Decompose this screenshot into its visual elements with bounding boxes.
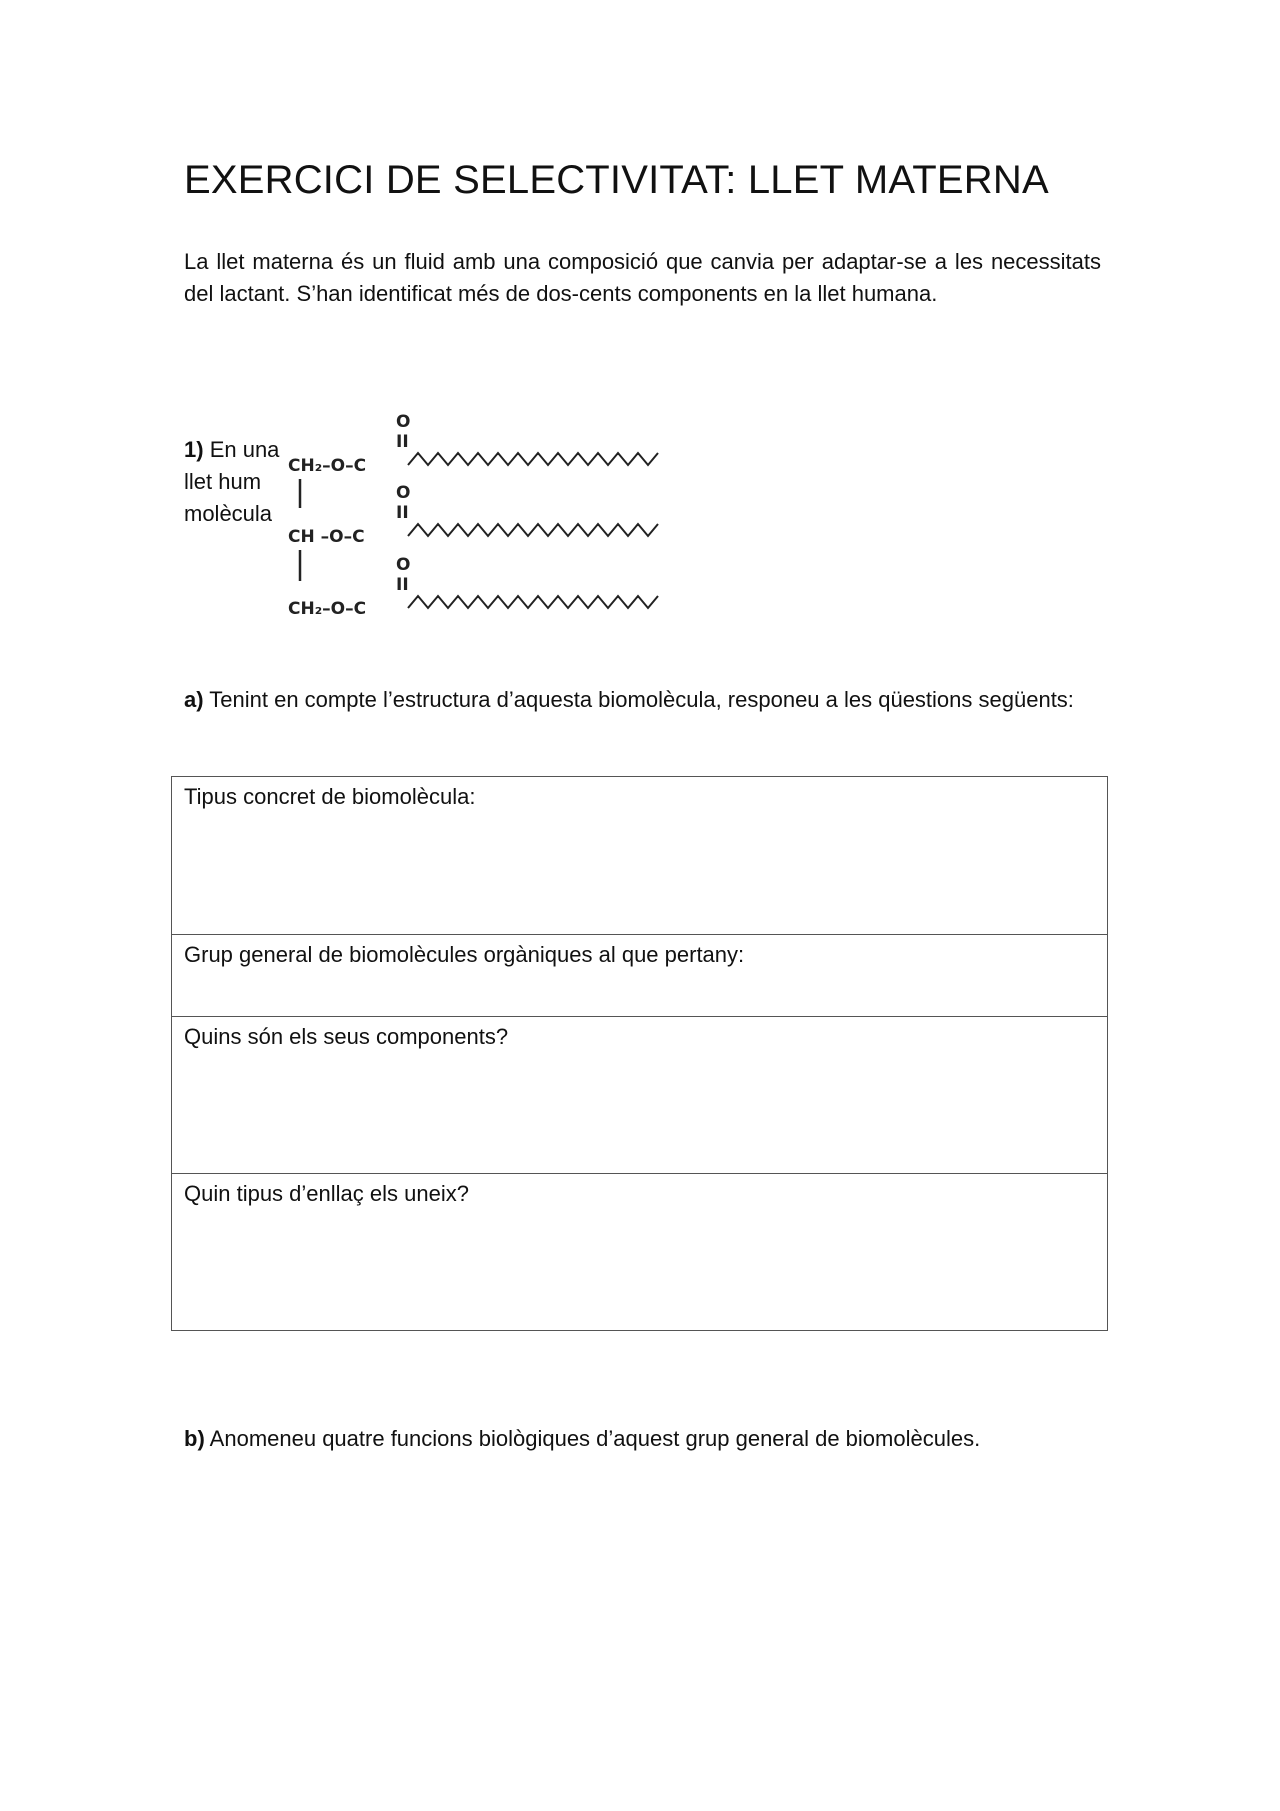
glycerol-group-2: CH –O–C [288,527,365,547]
answer-table [171,776,1108,1331]
fatty-acid-chain-2 [408,524,658,536]
question-1-line-3: molècula [184,501,273,526]
intro-paragraph: La llet materna és un fluid amb una composició que canvia per adaptar-se a les necessitats del lactant. S’han identificat més de dos-cents components en la llet humana. [184,249,1101,306]
table-row [172,1174,1108,1331]
question-a-text: Tenint en compte l’estructura d’aquesta biomolècula, responeu a les qüestions següents: [209,687,1074,712]
table-cell-general-group[interactable]: Grup general de biomolècules orgàniques al que pertany: [172,935,1108,1017]
fatty-acid-chain-1 [408,453,658,465]
carbonyl-oxygen-1: O [396,412,411,432]
table-row [172,777,1108,935]
table-row [172,1017,1108,1174]
question-1-line-1: En una [209,437,280,462]
table-cell-components[interactable]: Quins són els seus components? [172,1017,1108,1174]
double-bond-1: II [396,432,409,452]
question-b [184,1423,980,1455]
table-cell-biomolecule-type[interactable]: Tipus concret de biomolècula: [172,777,1108,935]
question-a [184,684,1101,716]
question-b-text: Anomeneu quatre funcions biològiques d’aquest grup general de biomolècules. [209,1426,981,1451]
table-cell-bond-type[interactable]: Quin tipus d’enllaç els uneix? [172,1174,1108,1331]
table-row [172,935,1108,1017]
question-1-line-2: llet hum [184,469,262,494]
fatty-acid-chain-3 [408,596,658,608]
carbonyl-oxygen-2: O [396,483,411,503]
question-a-label: a) [184,687,204,712]
double-bond-2: II [396,503,409,523]
question-b-label: b) [184,1426,205,1451]
carbonyl-oxygen-3: O [396,555,411,575]
question-1-number: 1) [184,437,204,462]
question-1-text [184,434,289,534]
page-title: EXERCICI DE SELECTIVITAT: LLET MATERNA [184,158,1049,202]
glycerol-group-1: CH₂–O–C [288,456,367,476]
glycerol-group-3: CH₂–O–C [288,599,367,619]
double-bond-3: II [396,575,409,595]
triglyceride-formula [280,405,670,620]
